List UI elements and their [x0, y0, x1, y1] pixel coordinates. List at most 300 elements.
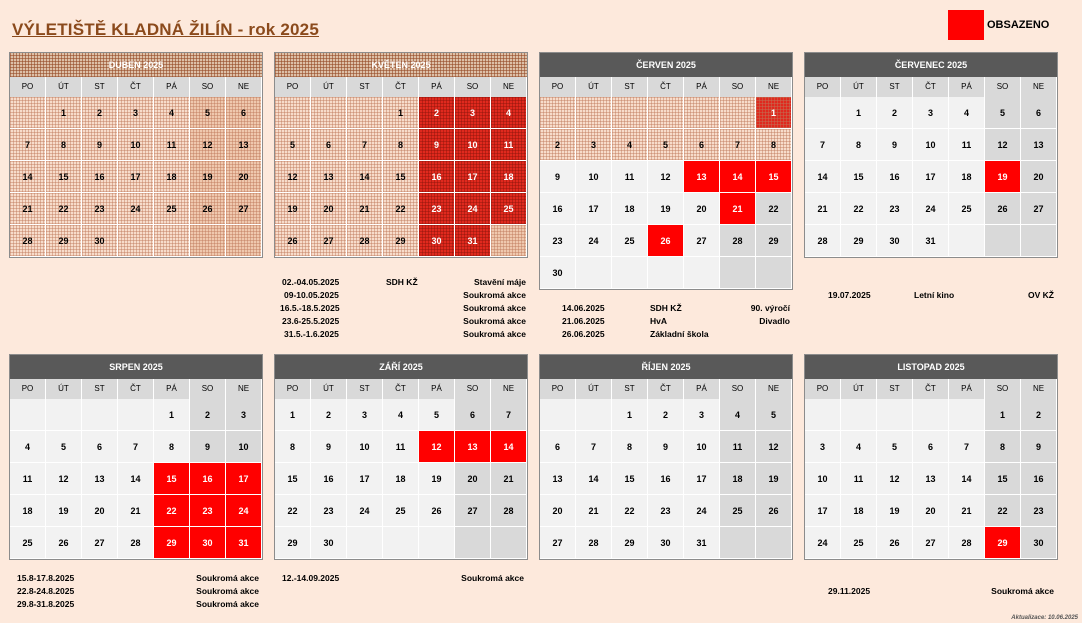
day-cell[interactable]: 24	[684, 495, 720, 527]
day-cell[interactable]: 12	[985, 129, 1021, 161]
day-cell[interactable]: 13	[82, 463, 118, 495]
day-grid	[805, 97, 1057, 257]
day-cell[interactable]: 28	[720, 225, 756, 257]
day-cell[interactable]: 22	[154, 495, 190, 527]
day-cell[interactable]: 26	[190, 193, 226, 225]
day-cell[interactable]: 16	[311, 463, 347, 495]
note-date: 29.11.2025	[828, 586, 871, 596]
day-cell[interactable]: 30	[1021, 527, 1057, 559]
day-cell[interactable]: 24	[913, 193, 949, 225]
day-cell[interactable]: 24	[118, 193, 154, 225]
weekday-label: PÁ	[419, 379, 455, 399]
day-cell[interactable]: 1	[756, 97, 792, 129]
note-organizer: HvA	[650, 316, 668, 326]
day-cell[interactable]: 30	[190, 527, 226, 559]
empty-day-cell	[612, 97, 648, 129]
day-cell[interactable]: 10	[684, 431, 720, 463]
day-cell[interactable]: 23	[190, 495, 226, 527]
day-cell[interactable]: 27	[1021, 193, 1057, 225]
weekday-label: NE	[226, 379, 262, 399]
weekday-label: ČT	[118, 379, 154, 399]
weekday-label: PÁ	[949, 379, 985, 399]
day-cell[interactable]: 29	[275, 527, 311, 559]
day-cell[interactable]: 3	[226, 399, 262, 431]
day-cell[interactable]: 18	[720, 463, 756, 495]
note-date: 09-10.05.2025	[284, 290, 339, 300]
day-cell[interactable]: 10	[455, 129, 491, 161]
day-cell[interactable]: 9	[1021, 431, 1057, 463]
day-cell[interactable]: 11	[10, 463, 46, 495]
day-cell[interactable]: 23	[877, 193, 913, 225]
day-cell[interactable]: 19	[985, 161, 1021, 193]
day-cell[interactable]: 21	[118, 495, 154, 527]
empty-day-cell	[10, 97, 46, 129]
day-cell[interactable]: 16	[419, 161, 455, 193]
day-cell[interactable]: 13	[455, 431, 491, 463]
day-cell[interactable]: 8	[985, 431, 1021, 463]
day-cell[interactable]: 10	[118, 129, 154, 161]
day-cell[interactable]: 4	[154, 97, 190, 129]
day-cell[interactable]: 15	[275, 463, 311, 495]
day-cell[interactable]: 5	[419, 399, 455, 431]
day-cell[interactable]: 15	[383, 161, 419, 193]
day-cell[interactable]: 16	[648, 463, 684, 495]
day-cell[interactable]: 2	[540, 129, 576, 161]
day-cell[interactable]: 15	[985, 463, 1021, 495]
day-cell[interactable]: 26	[46, 527, 82, 559]
day-cell[interactable]: 8	[756, 129, 792, 161]
day-cell[interactable]: 7	[491, 399, 527, 431]
day-cell[interactable]: 7	[720, 129, 756, 161]
calendar-month	[539, 354, 793, 560]
day-cell[interactable]: 16	[540, 193, 576, 225]
day-cell[interactable]: 13	[684, 161, 720, 193]
day-cell[interactable]: 22	[612, 495, 648, 527]
day-grid	[10, 399, 262, 559]
day-cell[interactable]: 23	[648, 495, 684, 527]
calendar-month	[274, 52, 528, 258]
empty-day-cell	[383, 527, 419, 559]
day-cell[interactable]: 17	[805, 495, 841, 527]
day-cell[interactable]: 31	[913, 225, 949, 257]
day-cell[interactable]: 4	[383, 399, 419, 431]
day-cell[interactable]: 8	[46, 129, 82, 161]
day-cell[interactable]: 27	[684, 225, 720, 257]
day-cell[interactable]: 21	[576, 495, 612, 527]
day-cell[interactable]: 25	[612, 225, 648, 257]
day-cell[interactable]: 29	[612, 527, 648, 559]
day-cell[interactable]: 22	[841, 193, 877, 225]
day-cell[interactable]: 30	[648, 527, 684, 559]
weekday-label: SO	[455, 379, 491, 399]
day-cell[interactable]: 13	[226, 129, 262, 161]
day-cell[interactable]: 1	[46, 97, 82, 129]
day-cell[interactable]: 24	[805, 527, 841, 559]
day-cell[interactable]: 17	[455, 161, 491, 193]
day-cell[interactable]: 15	[756, 161, 792, 193]
day-cell[interactable]: 3	[913, 97, 949, 129]
day-cell[interactable]: 2	[419, 97, 455, 129]
day-cell[interactable]: 1	[841, 97, 877, 129]
day-cell[interactable]: 6	[455, 399, 491, 431]
day-cell[interactable]: 25	[10, 527, 46, 559]
day-cell[interactable]: 16	[82, 161, 118, 193]
day-cell[interactable]: 6	[540, 431, 576, 463]
weekday-label: ÚT	[576, 379, 612, 399]
day-cell[interactable]: 1	[985, 399, 1021, 431]
weekday-row	[10, 77, 262, 97]
day-cell[interactable]: 13	[540, 463, 576, 495]
day-cell[interactable]: 22	[46, 193, 82, 225]
day-cell[interactable]: 15	[46, 161, 82, 193]
day-cell[interactable]: 18	[841, 495, 877, 527]
day-cell[interactable]: 8	[841, 129, 877, 161]
day-cell[interactable]: 29	[841, 225, 877, 257]
day-grid	[275, 97, 527, 257]
day-cell[interactable]: 21	[949, 495, 985, 527]
day-cell[interactable]: 31	[226, 527, 262, 559]
day-cell[interactable]: 14	[491, 431, 527, 463]
day-cell[interactable]: 21	[347, 193, 383, 225]
day-cell[interactable]: 10	[805, 463, 841, 495]
day-cell[interactable]: 30	[419, 225, 455, 257]
notes-srpen	[17, 572, 259, 611]
day-cell[interactable]: 28	[347, 225, 383, 257]
day-cell[interactable]: 20	[311, 193, 347, 225]
note-event: Divadlo	[759, 316, 790, 326]
day-cell[interactable]: 29	[154, 527, 190, 559]
day-cell[interactable]: 22	[383, 193, 419, 225]
day-cell[interactable]: 31	[684, 527, 720, 559]
day-cell[interactable]: 13	[1021, 129, 1057, 161]
day-cell[interactable]: 2	[311, 399, 347, 431]
day-cell[interactable]: 28	[805, 225, 841, 257]
day-cell[interactable]: 12	[877, 463, 913, 495]
day-cell[interactable]: 21	[805, 193, 841, 225]
day-cell[interactable]: 12	[190, 129, 226, 161]
day-cell[interactable]: 16	[1021, 463, 1057, 495]
day-cell[interactable]: 14	[347, 161, 383, 193]
day-cell[interactable]: 11	[720, 431, 756, 463]
day-cell[interactable]: 25	[383, 495, 419, 527]
day-cell[interactable]: 11	[383, 431, 419, 463]
empty-day-cell	[1021, 225, 1057, 257]
day-cell[interactable]: 27	[540, 527, 576, 559]
day-cell[interactable]: 4	[720, 399, 756, 431]
day-cell[interactable]: 5	[985, 97, 1021, 129]
day-cell[interactable]: 14	[805, 161, 841, 193]
day-cell[interactable]: 22	[756, 193, 792, 225]
day-cell[interactable]: 21	[720, 193, 756, 225]
weekday-label: SO	[985, 379, 1021, 399]
empty-day-cell	[576, 97, 612, 129]
weekday-label: ČT	[383, 77, 419, 97]
day-cell[interactable]: 6	[1021, 97, 1057, 129]
day-cell[interactable]: 23	[1021, 495, 1057, 527]
day-cell[interactable]: 14	[720, 161, 756, 193]
day-cell[interactable]: 11	[491, 129, 527, 161]
empty-day-cell	[720, 527, 756, 559]
day-cell[interactable]: 5	[648, 129, 684, 161]
note-row	[282, 302, 526, 315]
day-cell[interactable]: 23	[82, 193, 118, 225]
day-cell[interactable]: 7	[347, 129, 383, 161]
day-cell[interactable]: 20	[82, 495, 118, 527]
day-cell[interactable]: 15	[841, 161, 877, 193]
day-cell[interactable]: 3	[347, 399, 383, 431]
day-cell[interactable]: 2	[648, 399, 684, 431]
day-cell[interactable]: 18	[154, 161, 190, 193]
day-cell[interactable]: 12	[275, 161, 311, 193]
day-cell[interactable]: 24	[576, 225, 612, 257]
day-cell[interactable]: 30	[540, 257, 576, 289]
calendar-month	[9, 354, 263, 560]
day-cell[interactable]: 14	[118, 463, 154, 495]
day-cell[interactable]: 10	[913, 129, 949, 161]
day-cell[interactable]: 1	[383, 97, 419, 129]
note-event: Soukromá akce	[461, 573, 524, 583]
day-cell[interactable]: 3	[455, 97, 491, 129]
day-cell[interactable]: 11	[949, 129, 985, 161]
day-cell[interactable]: 19	[877, 495, 913, 527]
note-row	[828, 289, 1054, 302]
day-cell[interactable]: 28	[949, 527, 985, 559]
update-note: Aktualizace: 10.06.2025	[1011, 615, 1078, 621]
day-cell[interactable]: 3	[118, 97, 154, 129]
day-cell[interactable]: 10	[347, 431, 383, 463]
day-cell[interactable]: 25	[949, 193, 985, 225]
day-cell[interactable]: 14	[576, 463, 612, 495]
day-cell[interactable]: 17	[118, 161, 154, 193]
note-event: Letní kino	[914, 290, 955, 300]
day-cell[interactable]: 12	[46, 463, 82, 495]
empty-day-cell	[540, 399, 576, 431]
day-cell[interactable]: 13	[311, 161, 347, 193]
day-cell[interactable]: 1	[275, 399, 311, 431]
day-cell[interactable]: 27	[455, 495, 491, 527]
day-cell[interactable]: 24	[347, 495, 383, 527]
day-cell[interactable]: 28	[10, 225, 46, 257]
day-cell[interactable]: 3	[684, 399, 720, 431]
day-cell[interactable]: 20	[1021, 161, 1057, 193]
weekday-label: ST	[877, 77, 913, 97]
day-cell[interactable]: 8	[154, 431, 190, 463]
day-cell[interactable]: 2	[190, 399, 226, 431]
day-cell[interactable]: 29	[756, 225, 792, 257]
day-cell[interactable]: 30	[877, 225, 913, 257]
day-cell[interactable]: 1	[154, 399, 190, 431]
day-cell[interactable]: 12	[756, 431, 792, 463]
day-cell[interactable]: 30	[311, 527, 347, 559]
day-cell[interactable]: 6	[913, 431, 949, 463]
day-cell[interactable]: 5	[877, 431, 913, 463]
day-cell[interactable]: 4	[841, 431, 877, 463]
day-cell[interactable]: 14	[10, 161, 46, 193]
day-cell[interactable]: 12	[419, 431, 455, 463]
day-cell[interactable]: 13	[913, 463, 949, 495]
day-cell[interactable]: 18	[949, 161, 985, 193]
day-cell[interactable]: 15	[154, 463, 190, 495]
day-cell[interactable]: 26	[648, 225, 684, 257]
day-cell[interactable]: 3	[576, 129, 612, 161]
day-cell[interactable]: 25	[841, 527, 877, 559]
day-cell[interactable]: 3	[805, 431, 841, 463]
day-cell[interactable]: 6	[311, 129, 347, 161]
day-cell[interactable]: 17	[347, 463, 383, 495]
day-cell[interactable]: 5	[756, 399, 792, 431]
day-cell[interactable]: 29	[985, 527, 1021, 559]
day-cell[interactable]: 26	[877, 527, 913, 559]
day-cell[interactable]: 20	[913, 495, 949, 527]
notes-cerven	[562, 302, 790, 341]
month-header: ČERVENEC 2025	[805, 53, 1057, 77]
day-cell[interactable]: 18	[612, 193, 648, 225]
day-cell[interactable]: 26	[275, 225, 311, 257]
day-cell[interactable]: 7	[949, 431, 985, 463]
day-cell[interactable]: 24	[226, 495, 262, 527]
day-cell[interactable]: 4	[612, 129, 648, 161]
day-cell[interactable]: 27	[82, 527, 118, 559]
day-cell[interactable]: 24	[455, 193, 491, 225]
day-cell[interactable]: 8	[383, 129, 419, 161]
day-cell[interactable]: 28	[118, 527, 154, 559]
day-cell[interactable]: 27	[311, 225, 347, 257]
day-cell[interactable]: 25	[491, 193, 527, 225]
weekday-row	[805, 77, 1057, 97]
note-event: Soukromá akce	[463, 316, 526, 326]
day-cell[interactable]: 11	[154, 129, 190, 161]
day-cell[interactable]: 18	[10, 495, 46, 527]
day-cell[interactable]: 7	[576, 431, 612, 463]
day-cell[interactable]: 2	[1021, 399, 1057, 431]
day-cell[interactable]: 23	[540, 225, 576, 257]
weekday-label: ÚT	[46, 77, 82, 97]
day-cell[interactable]: 4	[10, 431, 46, 463]
day-cell[interactable]: 18	[383, 463, 419, 495]
day-cell[interactable]: 4	[949, 97, 985, 129]
day-cell[interactable]: 19	[275, 193, 311, 225]
day-cell[interactable]: 31	[455, 225, 491, 257]
day-cell[interactable]: 23	[419, 193, 455, 225]
day-cell[interactable]: 8	[275, 431, 311, 463]
empty-day-cell	[455, 527, 491, 559]
note-organizer: OV KŽ	[1028, 290, 1054, 300]
day-cell[interactable]: 21	[10, 193, 46, 225]
day-cell[interactable]: 22	[985, 495, 1021, 527]
day-cell[interactable]: 19	[756, 463, 792, 495]
day-cell[interactable]: 10	[226, 431, 262, 463]
day-cell[interactable]: 20	[226, 161, 262, 193]
day-cell[interactable]: 9	[877, 129, 913, 161]
day-cell[interactable]: 29	[383, 225, 419, 257]
day-cell[interactable]: 7	[805, 129, 841, 161]
day-cell[interactable]: 9	[311, 431, 347, 463]
day-cell[interactable]: 15	[612, 463, 648, 495]
day-cell[interactable]: 5	[46, 431, 82, 463]
day-cell[interactable]: 18	[491, 161, 527, 193]
day-cell[interactable]: 20	[684, 193, 720, 225]
day-cell[interactable]: 19	[46, 495, 82, 527]
day-cell[interactable]: 5	[190, 97, 226, 129]
day-cell[interactable]: 19	[419, 463, 455, 495]
day-cell[interactable]: 29	[46, 225, 82, 257]
day-cell[interactable]: 25	[154, 193, 190, 225]
day-cell[interactable]: 5	[275, 129, 311, 161]
day-cell[interactable]: 9	[540, 161, 576, 193]
day-cell[interactable]: 2	[82, 97, 118, 129]
day-cell[interactable]: 20	[455, 463, 491, 495]
day-cell[interactable]: 27	[226, 193, 262, 225]
day-cell[interactable]: 21	[491, 463, 527, 495]
day-cell[interactable]: 9	[82, 129, 118, 161]
day-cell[interactable]: 2	[877, 97, 913, 129]
day-cell[interactable]: 11	[612, 161, 648, 193]
weekday-label: ČT	[648, 379, 684, 399]
day-cell[interactable]: 17	[226, 463, 262, 495]
day-cell[interactable]: 6	[684, 129, 720, 161]
day-cell[interactable]: 26	[756, 495, 792, 527]
day-cell[interactable]: 11	[841, 463, 877, 495]
weekday-label: ST	[612, 379, 648, 399]
day-cell[interactable]: 23	[311, 495, 347, 527]
notes-cervenec	[828, 289, 1054, 302]
empty-day-cell	[756, 257, 792, 289]
day-cell[interactable]: 27	[913, 527, 949, 559]
day-cell[interactable]: 20	[540, 495, 576, 527]
day-cell[interactable]: 7	[10, 129, 46, 161]
day-cell[interactable]: 16	[190, 463, 226, 495]
month-header: SRPEN 2025	[10, 355, 262, 379]
empty-day-cell	[311, 97, 347, 129]
day-cell[interactable]: 17	[684, 463, 720, 495]
day-cell[interactable]: 9	[190, 431, 226, 463]
day-cell[interactable]: 28	[576, 527, 612, 559]
weekday-label: NE	[491, 77, 527, 97]
day-cell[interactable]: 16	[877, 161, 913, 193]
day-cell[interactable]: 26	[985, 193, 1021, 225]
note-event: Soukromá akce	[463, 290, 526, 300]
empty-day-cell	[275, 97, 311, 129]
day-cell[interactable]: 30	[82, 225, 118, 257]
note-row	[17, 572, 259, 585]
day-cell[interactable]: 25	[720, 495, 756, 527]
day-cell[interactable]: 19	[648, 193, 684, 225]
day-cell[interactable]: 6	[82, 431, 118, 463]
day-cell[interactable]: 17	[913, 161, 949, 193]
day-cell[interactable]: 12	[648, 161, 684, 193]
weekday-label: SO	[720, 379, 756, 399]
weekday-label: PO	[540, 77, 576, 97]
day-cell[interactable]: 28	[491, 495, 527, 527]
day-cell[interactable]: 14	[949, 463, 985, 495]
day-cell[interactable]: 9	[648, 431, 684, 463]
day-cell[interactable]: 17	[576, 193, 612, 225]
empty-day-cell	[648, 257, 684, 289]
day-cell[interactable]: 7	[118, 431, 154, 463]
day-cell[interactable]: 9	[419, 129, 455, 161]
day-cell[interactable]: 22	[275, 495, 311, 527]
day-cell[interactable]: 8	[612, 431, 648, 463]
weekday-label: PO	[10, 379, 46, 399]
day-cell[interactable]: 26	[419, 495, 455, 527]
day-cell[interactable]: 6	[226, 97, 262, 129]
empty-day-cell	[118, 399, 154, 431]
note-event: Soukromá akce	[196, 599, 259, 609]
day-cell[interactable]: 4	[491, 97, 527, 129]
day-cell[interactable]: 1	[612, 399, 648, 431]
day-cell[interactable]: 10	[576, 161, 612, 193]
day-cell[interactable]: 19	[190, 161, 226, 193]
